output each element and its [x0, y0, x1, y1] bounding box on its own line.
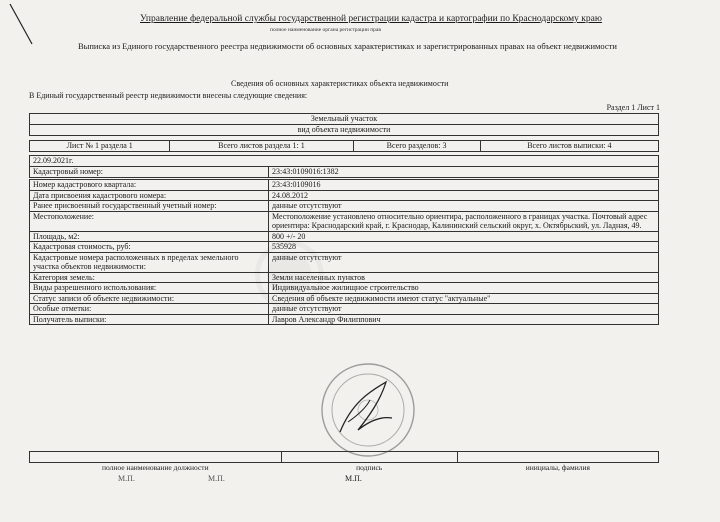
- table-row: [30, 283, 659, 294]
- table-row: [30, 272, 659, 283]
- issuer-caption: полное наименование органа регистрации прав: [270, 27, 381, 33]
- row-label: Виды разрешенного использования:: [30, 283, 269, 294]
- section-label: Раздел 1 Лист 1: [606, 103, 660, 112]
- cadastral-number-label: Кадастровый номер:: [30, 167, 269, 178]
- position-cell: [30, 452, 282, 463]
- row-value: Лавров Александр Филиппович: [269, 314, 659, 325]
- table-row: [30, 252, 659, 272]
- row-label: Кадастровые номера расположенных в пределах земельного участка объектов недвижимости:: [30, 252, 269, 272]
- row-value: Сведения об объекте недвижимости имеют статус "актуальные": [269, 293, 659, 304]
- characteristics-table: [29, 179, 659, 325]
- row-label: Кадастровая стоимость, руб:: [30, 242, 269, 253]
- row-value: Индивидуальное жилищное строительство: [269, 283, 659, 294]
- row-label: Получатель выписки:: [30, 314, 269, 325]
- signature-caption: подпись: [281, 463, 457, 474]
- object-type: Земельный участок: [30, 114, 659, 125]
- document-subtitle: Сведения об основных характеристиках объекта недвижимости: [231, 79, 449, 88]
- extract-date: 22.09.2021г.: [30, 156, 659, 167]
- table-row: [30, 190, 659, 201]
- table-row: [30, 242, 659, 253]
- row-value: 23:43:0109016: [269, 180, 659, 191]
- watermark: [250, 215, 333, 320]
- row-label: Дата присвоения кадастрового номера:: [30, 190, 269, 201]
- name-cell: [457, 452, 658, 463]
- table-row: [30, 314, 659, 325]
- seal-place-left-1: М.П.: [118, 474, 135, 483]
- signature-cell: [281, 452, 457, 463]
- row-value: Земли населенных пунктов: [269, 272, 659, 283]
- section-count: Всего разделов: 3: [353, 141, 480, 152]
- row-value: данные отсутствуют: [269, 252, 659, 272]
- table-row: [30, 231, 659, 242]
- object-type-table: [29, 113, 659, 136]
- position-caption: полное наименование должности: [30, 463, 282, 474]
- table-row: [30, 211, 659, 231]
- sheet-number: Лист № 1 раздела 1: [30, 141, 170, 152]
- official-stamp: [318, 360, 418, 460]
- row-label: Статус записи об объекте недвижимости:: [30, 293, 269, 304]
- row-value: 24.08.2012: [269, 190, 659, 201]
- table-row: [30, 201, 659, 212]
- table-row: [30, 180, 659, 191]
- row-value: Местоположение установлено относительно ориентира, расположенного в границах участка. Почтовый адрес ориентира: Краснодарский край, г. Краснодар, Калининский сельский округ, х. Октябрьский, ул. Ладная, 49.: [269, 211, 659, 231]
- intro-text: В Единый государственный реестр недвижимости внесены следующие сведения:: [29, 91, 308, 100]
- row-label: Площадь, м2:: [30, 231, 269, 242]
- row-value: данные отсутствуют: [269, 304, 659, 315]
- row-value: данные отсутствуют: [269, 201, 659, 212]
- table-row: [30, 293, 659, 304]
- seal-place-left-2: М.П.: [208, 474, 225, 483]
- corner-mark: [0, 0, 40, 50]
- signature-table: [29, 451, 659, 473]
- seal-place-center: М.П.: [345, 474, 362, 483]
- date-table: [29, 155, 659, 178]
- name-caption: инициалы, фамилия: [457, 463, 658, 474]
- row-label: Номер кадастрового квартала:: [30, 180, 269, 191]
- section-sheet-count: Всего листов раздела 1: 1: [170, 141, 353, 152]
- table-row: [30, 304, 659, 315]
- cadastral-number-value: 23:43:0109016:1382: [269, 167, 659, 178]
- row-label: Местоположение:: [30, 211, 269, 231]
- document-heading: Выписка из Единого государственного реестра недвижимости об основных характеристиках и зарегистрированных правах на объект недвижимости: [78, 41, 617, 51]
- row-label: Ранее присвоенный государственный учетный номер:: [30, 201, 269, 212]
- sheets-table: [29, 140, 659, 152]
- row-label: Особые отметки:: [30, 304, 269, 315]
- object-type-caption: вид объекта недвижимости: [30, 125, 659, 136]
- row-value: 800 +/- 20: [269, 231, 659, 242]
- total-sheet-count: Всего листов выписки: 4: [480, 141, 658, 152]
- row-label: Категория земель:: [30, 272, 269, 283]
- issuer-name: Управление федеральной службы государственной регистрации кадастра и картографии по Краснодарскому краю: [140, 14, 602, 24]
- row-value: 535928: [269, 242, 659, 253]
